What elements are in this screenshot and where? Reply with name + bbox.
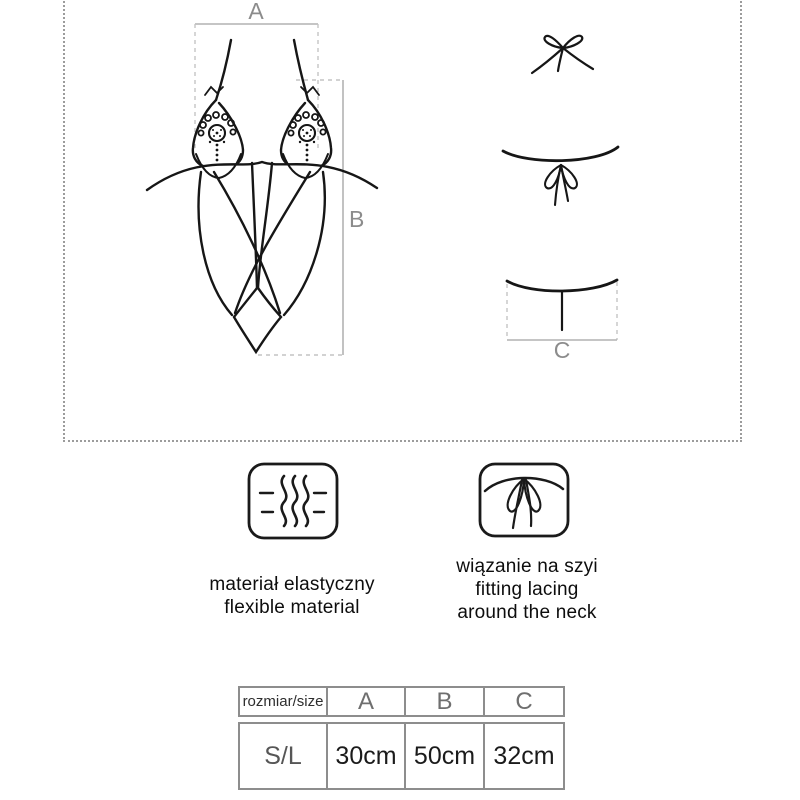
caption-line: around the neck: [457, 602, 597, 623]
measurement-label-c: C: [553, 337, 571, 363]
caption-line: fitting lacing: [475, 579, 579, 600]
neck-tie-drawing: [532, 36, 593, 73]
elastic-material-caption: [167, 573, 417, 619]
measurement-label-b: B: [349, 206, 365, 232]
size-table-header-cell: B: [404, 688, 483, 715]
bottom-piece-drawing: [507, 280, 617, 363]
size-table: [238, 686, 565, 790]
size-table-size-cell: S/L: [264, 741, 302, 770]
size-table-header-cell: C: [483, 688, 563, 715]
elastic-material-icon: [246, 461, 340, 541]
size-table-value-cell: 50cm: [404, 724, 483, 788]
back-tie-drawing: [503, 147, 618, 205]
measurement-b: [258, 80, 364, 355]
caption-line: flexible material: [224, 597, 360, 618]
size-table-header-cell: A: [326, 688, 404, 715]
neck-lacing-caption: [402, 555, 652, 624]
size-table-value-cell: 30cm: [326, 724, 404, 788]
size-table-value-cell: 32cm: [483, 724, 563, 788]
caption-line: materiał elastyczny: [209, 574, 375, 595]
left-cup-lace: [198, 112, 235, 161]
size-table-header-cell: rozmiar/size: [242, 693, 324, 710]
neck-lacing-icon: [477, 461, 571, 539]
measurement-a: [195, 0, 318, 150]
size-table-data-row: [238, 722, 565, 790]
measurement-label-a: A: [248, 0, 264, 24]
size-table-header-row: [238, 686, 565, 717]
caption-line: wiązanie na szyi: [456, 556, 598, 577]
